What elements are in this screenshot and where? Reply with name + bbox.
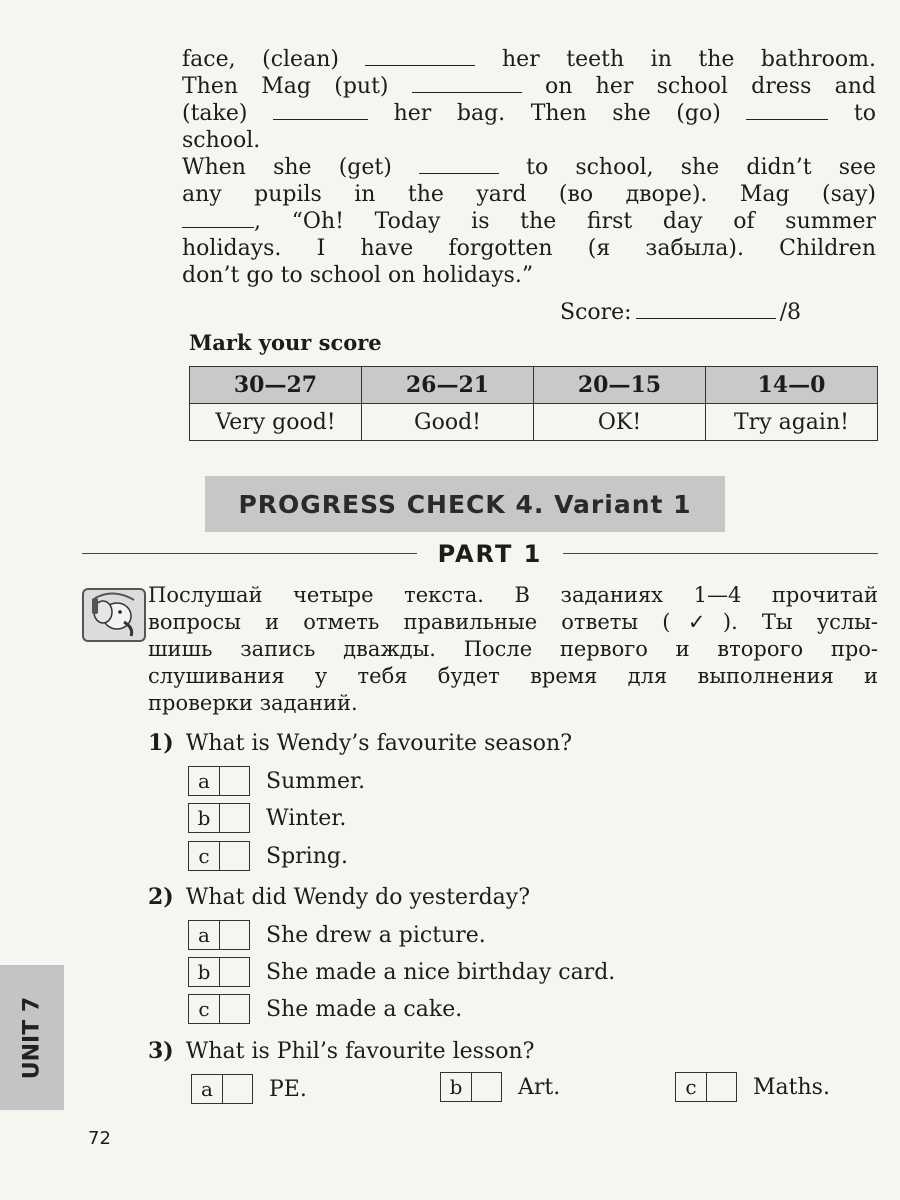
unit-tab: UNIT 7 <box>0 965 64 1110</box>
answer-blank[interactable] <box>412 91 522 93</box>
question-3-option-c[interactable]: c Maths. <box>675 1070 830 1104</box>
score-blank[interactable] <box>636 317 776 319</box>
progress-check-banner: PROGRESS CHECK 4. Variant 1 <box>205 476 725 532</box>
elephant-listening-icon <box>82 588 146 642</box>
answer-blank[interactable] <box>182 226 254 228</box>
question-1-option-b[interactable]: b Winter. <box>188 801 346 835</box>
score-range: 26—21 <box>362 367 534 404</box>
answer-blank[interactable] <box>746 118 828 120</box>
page-number: 72 <box>88 1128 111 1149</box>
passage-line-6: any pupils in the yard (во дворе). Mag (say) <box>182 182 876 207</box>
score-rating: OK! <box>534 404 706 441</box>
question-1-option-a[interactable]: a Summer. <box>188 764 365 798</box>
passage-line-9: don’t go to school on holidays.” <box>182 263 534 288</box>
score-range: 30—27 <box>190 367 362 404</box>
answer-checkbox[interactable]: c <box>675 1072 737 1102</box>
part-title: PART 1 <box>437 540 543 568</box>
question-2: 2) What did Wendy do yesterday? <box>148 884 531 910</box>
passage-line-2: Then Mag (put) on her school dress and <box>182 74 876 99</box>
passage-line-5: When she (get) to school, she didn’t see <box>182 155 877 180</box>
passage-line-4: school. <box>182 128 261 153</box>
question-3: 3) What is Phil’s favourite lesson? <box>148 1038 535 1064</box>
score-table <box>189 366 878 441</box>
answer-checkbox[interactable]: a <box>188 920 250 950</box>
score-range: 14—0 <box>706 367 878 404</box>
instruction-text: Послушай четыре текста. В заданиях 1—4 прочитай вопросы и отметь правильные ответы (✓). Ты услы- шишь запись дважды. После первого и второго про- слушивания у тебя будет время для выполнения и проверки заданий. <box>148 583 878 715</box>
answer-blank[interactable] <box>365 64 475 66</box>
passage-line-1: face, (clean) her teeth in the bathroom. <box>182 47 877 72</box>
question-2-option-b[interactable]: b She made a nice birthday card. <box>188 955 615 989</box>
divider <box>82 553 417 554</box>
passage-line-3: (take) her bag. Then she (go) to <box>182 101 877 126</box>
score-rating: Very good! <box>190 404 362 441</box>
question-3-option-a[interactable]: a PE. <box>191 1072 307 1106</box>
question-2-option-a[interactable]: a She drew a picture. <box>188 918 486 952</box>
mark-score-title: Mark your score <box>189 330 382 355</box>
divider <box>563 553 878 554</box>
question-2-option-c[interactable]: c She made a cake. <box>188 992 462 1026</box>
score-line: Score: /8 <box>560 300 802 325</box>
answer-checkbox[interactable]: b <box>440 1072 502 1102</box>
answer-checkbox[interactable]: b <box>188 957 250 987</box>
passage-line-7: , “Oh! Today is the first day of summer <box>182 208 876 235</box>
score-rating: Try again! <box>706 404 878 441</box>
score-rating: Good! <box>362 404 534 441</box>
passage-line-8: holidays. I have forgotten (я забыла). Children <box>182 236 876 261</box>
question-3-option-b[interactable]: b Art. <box>440 1070 560 1104</box>
answer-blank[interactable] <box>419 172 499 174</box>
answer-blank[interactable] <box>273 118 368 120</box>
score-range: 20—15 <box>534 367 706 404</box>
answer-checkbox[interactable]: b <box>188 803 250 833</box>
answer-checkbox[interactable]: c <box>188 841 250 871</box>
question-1: 1) What is Wendy’s favourite season? <box>148 730 572 756</box>
answer-checkbox[interactable]: c <box>188 994 250 1024</box>
answer-checkbox[interactable]: a <box>191 1074 253 1104</box>
answer-checkbox[interactable]: a <box>188 766 250 796</box>
question-1-option-c[interactable]: c Spring. <box>188 839 348 873</box>
